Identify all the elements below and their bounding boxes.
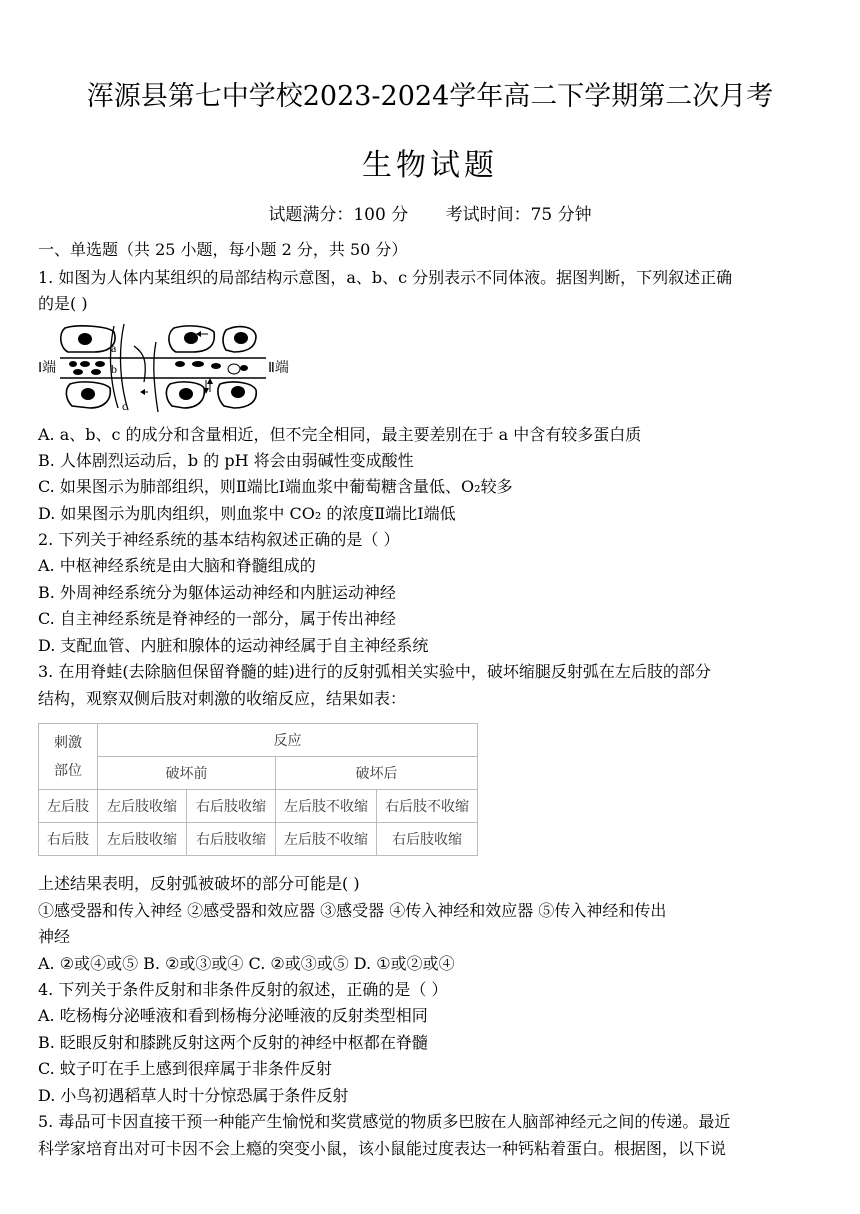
table-row (39, 790, 478, 823)
table-cell: 左后肢收缩 (98, 823, 187, 856)
q4-option-b: B. 眨眼反射和膝跳反射这两个反射的神经中枢都在脊髓 (38, 1033, 428, 1052)
table-cell: 右后肢 (39, 823, 98, 856)
end-left-label: Ⅰ端 (38, 361, 57, 376)
table-header-site-line1: 刺激 (54, 734, 82, 751)
table-cell: 右后肢不收缩 (377, 790, 478, 823)
table-cell: 右后肢收缩 (377, 823, 478, 856)
q5-stem-line2: 科学家培育出对可卡因不会上瘾的突变小鼠，该小鼠能过度表达一种钙粘着蛋白。根据图，以下说 (38, 1139, 727, 1158)
q5-stem-line1: 5. 毒品可卡因直接干预一种能产生愉悦和奖赏感觉的物质多巴胺在人脑部神经元之间的传递。最近 (38, 1112, 731, 1131)
q3-question: 上述结果表明，反射弧被破坏的部分可能是( ) (38, 874, 360, 893)
q3-items-line1: ①感受器和传入神经 ②感受器和效应器 ③感受器 ④传入神经和效应器 ⑤传入神经和传出 (38, 901, 667, 920)
label-c: c (122, 399, 128, 413)
q2-option-c: C. 自主神经系统是脊神经的一部分，属于传出神经 (38, 609, 396, 628)
table-header-site (39, 724, 98, 790)
table-cell: 左后肢不收缩 (276, 790, 377, 823)
end-right-label: Ⅱ端 (268, 361, 289, 376)
q4-option-a: A. 吃杨梅分泌唾液和看到杨梅分泌唾液的反射类型相同 (38, 1006, 428, 1025)
table-cell: 左后肢 (39, 790, 98, 823)
label-b: b (111, 362, 117, 376)
section-heading: 一、单选题（共 25 小题，每小题 2 分，共 50 分） (38, 240, 408, 259)
q4-option-c: C. 蚊子叮在手上感到很痒属于非条件反射 (38, 1059, 332, 1078)
q1-option-a: A. a、b、c 的成分和含量相近，但不完全相同，最主要差别在于 a 中含有较多蛋白质 (38, 425, 642, 444)
q2-option-d: D. 支配血管、内脏和腺体的运动神经属于自主神经系统 (38, 636, 429, 655)
q3-result-table (38, 723, 478, 856)
table-cell: 右后肢收缩 (187, 790, 276, 823)
label-a: a (111, 341, 117, 355)
table-row (39, 823, 478, 856)
exam-time: 考试时间：75 分钟 (445, 205, 592, 225)
table-header-before: 破坏前 (98, 757, 276, 790)
table-header-response: 反应 (98, 724, 478, 757)
q2-option-a: A. 中枢神经系统是由大脑和脊髓组成的 (38, 556, 316, 575)
q1-stem-line2: 的是( ) (38, 294, 88, 313)
subject-title: 生物试题 (362, 148, 498, 183)
exam-meta (0, 200, 860, 225)
table-cell: 右后肢收缩 (187, 823, 276, 856)
q3-items-line2: 神经 (38, 927, 71, 946)
q2-option-b: B. 外周神经系统分为躯体运动神经和内脏运动神经 (38, 583, 396, 602)
q4-stem: 4. 下列关于条件反射和非条件反射的叙述，正确的是（ ） (38, 980, 448, 999)
table-header-after: 破坏后 (276, 757, 478, 790)
table-cell: 左后肢不收缩 (276, 823, 377, 856)
exam-title: 浑源县第七中学校2023-2024学年高二下学期第二次月考 (86, 81, 774, 112)
q2-stem: 2. 下列关于神经系统的基本结构叙述正确的是（ ） (38, 530, 400, 549)
q3-stem-line2: 结构，观察双侧后肢对刺激的收缩反应，结果如表： (38, 689, 407, 708)
table-cell: 左后肢收缩 (98, 790, 187, 823)
q1-option-b: B. 人体剧烈运动后，b 的 pH 将会由弱碱性变成酸性 (38, 451, 414, 470)
table-header-site-line2: 部位 (54, 762, 82, 779)
q4-option-d: D. 小鸟初遇稻草人时十分惊恐属于条件反射 (38, 1086, 349, 1105)
q1-option-d: D. 如果图示为肌肉组织，则血浆中 CO₂ 的浓度Ⅱ端比Ⅰ端低 (38, 504, 456, 523)
q3-stem-line1: 3. 在用脊蛙(去除脑但保留脊髓的蛙)进行的反射弧相关实验中，破坏缩腿反射弧在左后肢的部分 (38, 662, 711, 681)
q1-stem-line1: 1. 如图为人体内某组织的局部结构示意图，a、b、c 分别表示不同体液。据图判断，下列叙述正确 (38, 268, 733, 287)
q1-tissue-diagram (38, 322, 300, 414)
full-score: 试题满分：100 分 (268, 205, 409, 225)
q3-options: A. ②或④或⑤ B. ②或③或④ C. ②或③或⑤ D. ①或②或④ (38, 954, 455, 973)
q1-option-c: C. 如果图示为肺部组织，则Ⅱ端比Ⅰ端血浆中葡萄糖含量低、O₂较多 (38, 477, 513, 496)
